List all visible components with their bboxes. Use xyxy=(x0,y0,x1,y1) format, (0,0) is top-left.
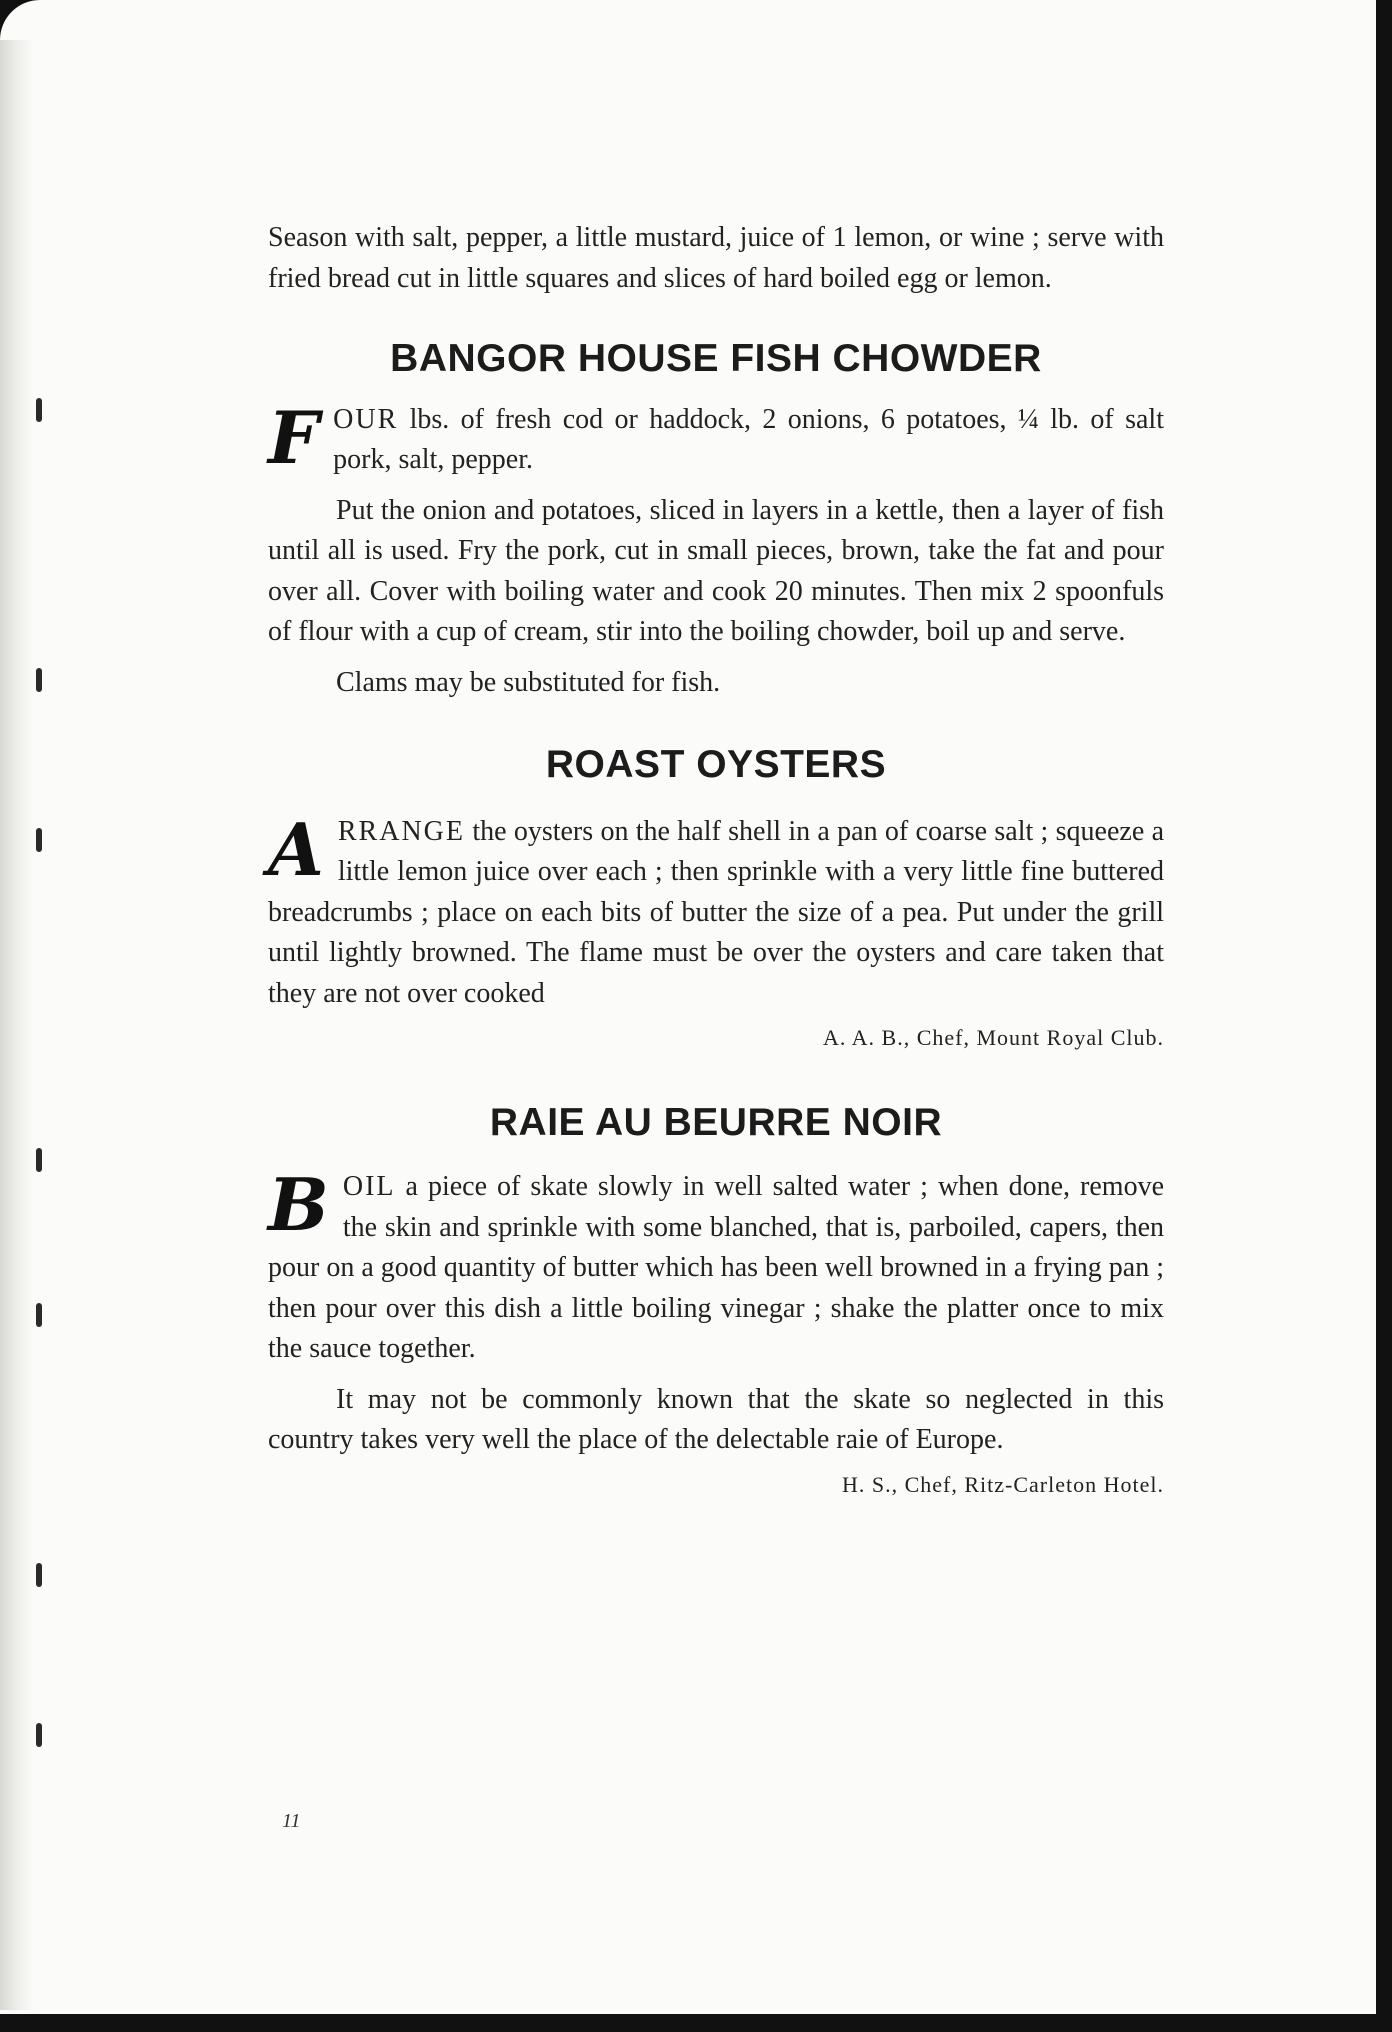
lead-text: lbs. of fresh cod or haddock, 2 onions, 6 potatoes, ¼ lb. of salt pork, salt, pepper. xyxy=(333,403,1164,475)
recipe-title: RAIE AU BEURRE NOIR xyxy=(489,1100,943,1144)
drop-cap: B xyxy=(268,1162,329,1247)
lead-text: a piece of skate slowly in well salted water ; when done, remove the skin and sprinkle with some blanched, that is, parboiled, capers, then pour on a good quantity of butter which has been well browned in a frying pan ; then pour over this dish a little boiling vinegar ; shake the platter once to mix the sauce together. xyxy=(268,1171,1164,1364)
recipe-attribution: H. S., Chef, Ritz-Carleton Hotel. xyxy=(841,1471,1164,1497)
lead-caps: OIL xyxy=(342,1171,396,1202)
recipe-paragraph: Put the onion and potatoes, sliced in layers in a kettle, then a layer of fish until all is used. Fry the pork, cut in small pieces, brown, take the fat and pour over all. Cover with boiling water and cook 20 minutes. Then mix 2 spoonfuls of flour with a cup of cream, stir into the boiling chowder, boil up and serve. xyxy=(268,494,1164,647)
recipe-lead-paragraph xyxy=(268,394,1164,481)
binding-stitch xyxy=(36,1148,42,1172)
lead-text: the oysters on the half shell in a pan of coarse salt ; squeeze a little lemon juice over each ; then sprinkle with a very little fine buttered breadcrumbs ; place on each bits of butter the size of a pea. Put under the grill until lightly browned. The flame must be over the oysters and care taken that they are not over cooked xyxy=(268,815,1164,1009)
recipe-paragraph: It may not be commonly known that the skate so neglected in this country takes very well the place of the delectable raie of Europe. xyxy=(268,1383,1164,1455)
recipe-lead-paragraph xyxy=(268,806,1164,1015)
recipe-title: BANGOR HOUSE FISH CHOWDER xyxy=(390,337,1042,380)
recipe-attribution: A. A. B., Chef, Mount Royal Club. xyxy=(822,1025,1164,1050)
page-binding xyxy=(0,40,34,2010)
binding-stitch xyxy=(36,828,42,852)
drop-cap: F xyxy=(268,394,320,480)
binding-stitch xyxy=(36,398,42,422)
recipe-lead-paragraph xyxy=(268,1162,1164,1370)
page-content xyxy=(268,218,1164,1505)
lead-caps: OUR xyxy=(333,403,399,435)
recipe-title: ROAST OYSTERS xyxy=(545,743,887,786)
binding-stitch xyxy=(36,1303,42,1327)
binding-stitch xyxy=(36,1563,42,1587)
intro-paragraph: Season with salt, pepper, a little mustard, juice of 1 lemon, or wine ; serve with fried bread cut in little squares and slices of hard boiled egg or lemon. xyxy=(268,222,1164,294)
binding-stitch xyxy=(36,668,42,692)
binding-stitch xyxy=(36,1723,42,1747)
page-number: 11 xyxy=(282,1810,301,1832)
lead-caps: RRANGE xyxy=(337,815,465,847)
recipe-paragraph: Clams may be substituted for fish. xyxy=(336,666,721,698)
drop-cap: A xyxy=(268,806,324,892)
